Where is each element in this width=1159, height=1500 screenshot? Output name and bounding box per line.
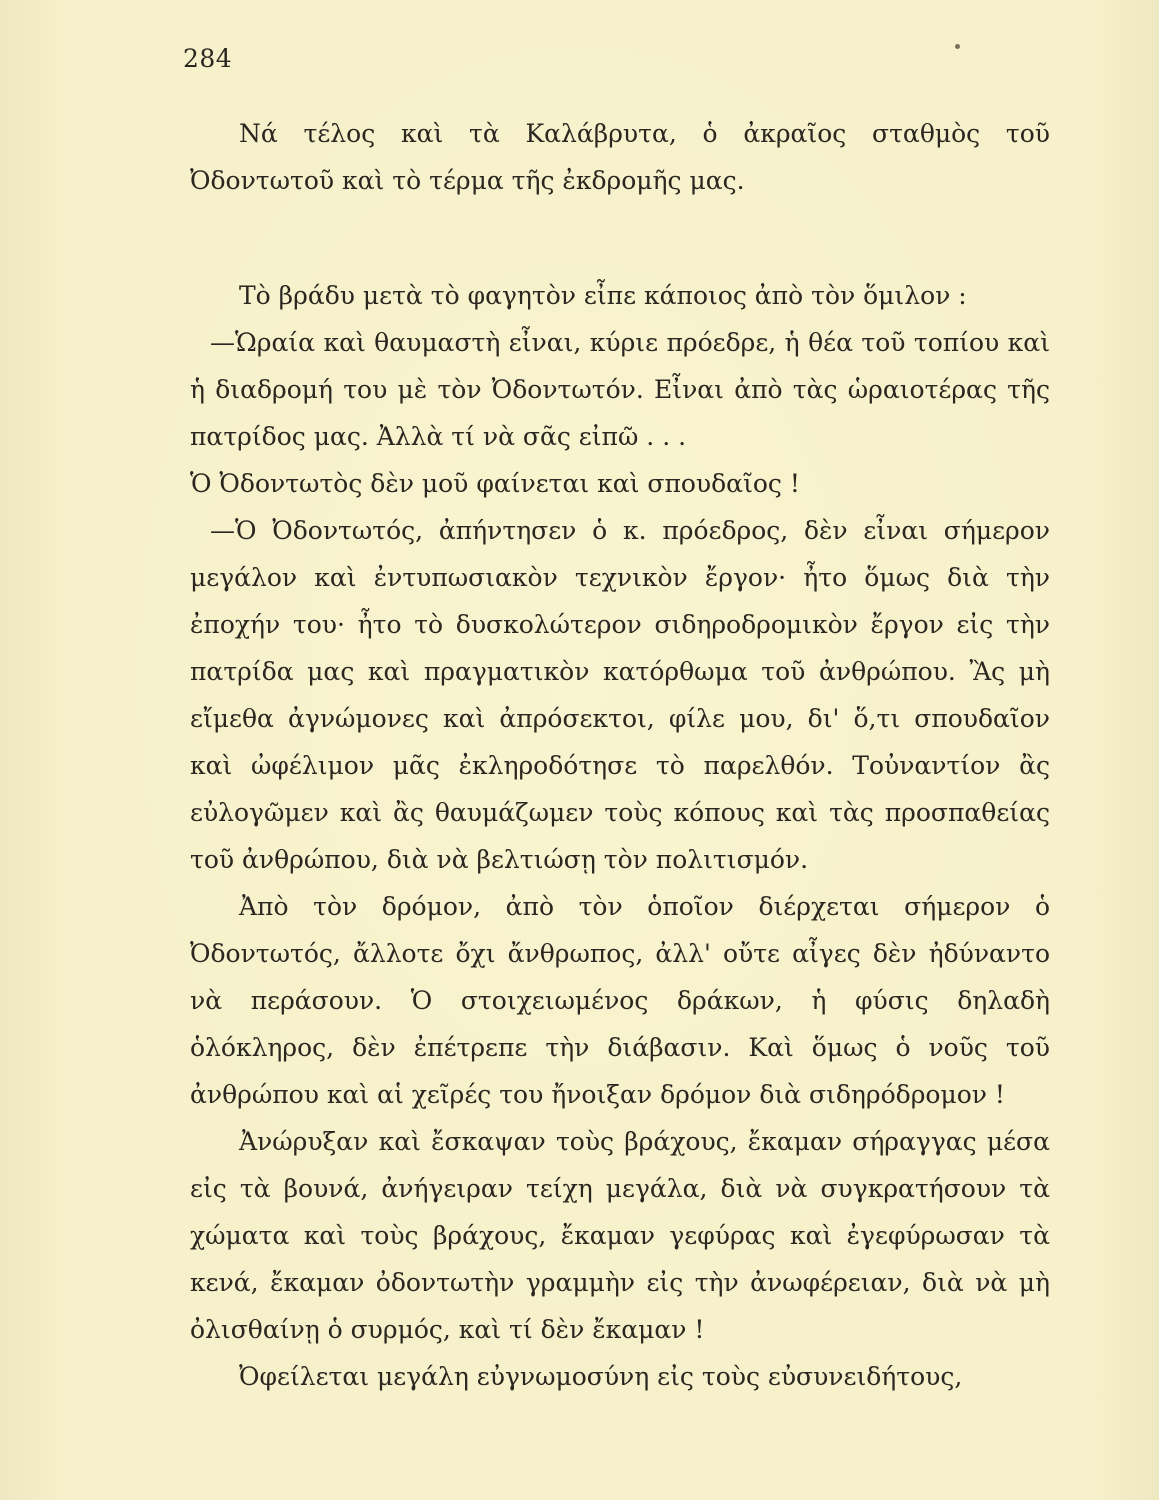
dialogue-paragraph: —Ὁ Ὀδοντωτός, ἀπήντησεν ὁ κ. πρόεδρος, δὲν εἶναι σήμερον μεγάλον καὶ ἐντυπωσιακὸν τεχνικὸν ἔργον· ἦτο ὅμως διὰ τὴν ἐποχήν του· ἦτο τὸ δυσκολώτερον σιδηροδρομικὸν ἔργον εἰς τὴν πατρίδα μας καὶ πραγματικὸν κατόρθωμα τοῦ ἀνθρώπου. Ἂς μὴ εἴμεθα ἀγνώμονες καὶ ἀπρόσεκτοι, φίλε μου, δι' ὅ,τι σπουδαῖον καὶ ὠφέλιμον μᾶς ἐκληροδότησε τὸ παρελθόν. Τοὐναντίον ἂς εὐλογῶμεν καὶ ἂς θαυμάζωμεν τοὺς κόπους καὶ τὰς προσπαθείας τοῦ ἀνθρώπου, διὰ νὰ βελτιώσῃ τὸν πολιτισμόν. bbox=[190, 516, 1050, 874]
paragraph: Τὸ βράδυ μετὰ τὸ φαγητὸν εἶπε κάποιος ἀπὸ τὸν ὅμιλον : bbox=[239, 281, 967, 310]
main-text-block bbox=[190, 272, 1050, 1400]
page-number: 284 bbox=[183, 44, 233, 73]
paragraph: Ἀνώρυξαν καὶ ἔσκαψαν τοὺς βράχους, ἔκαμαν σήραγγας μέσα εἰς τὰ βουνά, ἀνήγειραν τείχη μεγάλα, διὰ νὰ συγκρατήσουν τὰ χώματα καὶ τοὺς βράχους, ἔκαμαν γεφύρας καὶ ἐγεφύρωσαν τὰ κενά, ἔκαμαν ὀδοντωτὴν γραμμὴν εἰς τὴν ἀνωφέρειαν, διὰ νὰ μὴ ὀλισθαίνῃ ὁ συρμός, καὶ τί δὲν ἔκαμαν ! bbox=[190, 1127, 1050, 1344]
opening-text-block bbox=[190, 110, 1050, 204]
dialogue-paragraph: —Ὡραία καὶ θαυμαστὴ εἶναι, κύριε πρόεδρε, ἡ θέα τοῦ τοπίου καὶ ἡ διαδρομή του μὲ τὸν Ὀδοντωτόν. Εἶναι ἀπὸ τὰς ὡραιοτέρας τῆς πατρίδος μας. Ἀλλὰ τί νὰ σᾶς εἰπῶ . . . bbox=[190, 328, 1050, 451]
paragraph: Νά τέλος καὶ τὰ Καλάβρυτα, ὁ ἀκραῖος σταθμὸς τοῦ Ὀδοντωτοῦ καὶ τὸ τέρμα τῆς ἐκδρομῆς μας. bbox=[190, 119, 1050, 195]
paragraph: Ἀπὸ τὸν δρόμον, ἀπὸ τὸν ὁποῖον διέρχεται σήμερον ὁ Ὀδοντωτός, ἄλλοτε ὄχι ἄνθρωπος, ἀλλ' οὔτε αἶγες δὲν ἠδύναντο νὰ περάσουν. Ὁ στοιχειωμένος δράκων, ἡ φύσις δηλαδὴ ὁλόκληρος, δὲν ἐπέτρεπε τὴν διάβασιν. Καὶ ὅμως ὁ νοῦς τοῦ ἀνθρώπου καὶ αἱ χεῖρές του ἤνοιξαν δρόμον διὰ σιδηρόδρομον ! bbox=[190, 892, 1050, 1109]
paragraph: Ὀφείλεται μεγάλη εὐγνωμοσύνη εἰς τοὺς εὐσυνειδήτους, bbox=[239, 1362, 963, 1391]
paragraph-continuation: Ὁ Ὀδοντωτὸς δὲν μοῦ φαίνεται καὶ σπουδαῖος ! bbox=[190, 469, 800, 498]
ink-speck bbox=[955, 44, 960, 49]
